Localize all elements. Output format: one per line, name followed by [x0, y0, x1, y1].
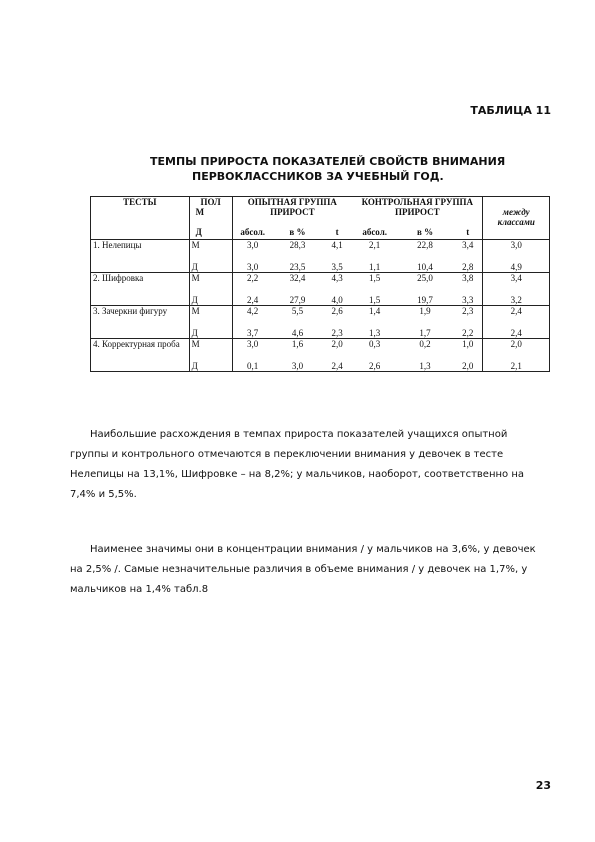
value-cell: 3,0 — [247, 240, 259, 250]
sex-cell: М — [189, 306, 232, 323]
sex-cell: М — [189, 240, 232, 257]
value-cell: 2,2 — [453, 322, 483, 339]
value-cell: 1,0 — [453, 339, 483, 356]
table-row — [91, 339, 550, 356]
header-experimental-group: ОПЫТНАЯ ГРУППА — [232, 197, 352, 208]
header-m: М — [189, 207, 232, 227]
sex-cell: М — [189, 273, 232, 290]
test-name-cell: 1. Нелепицы — [91, 240, 190, 273]
value-cell: 1,1 — [352, 256, 397, 273]
table-title — [150, 154, 530, 184]
value-cell: 2,1 — [483, 355, 550, 372]
value-cell: 28,3 — [289, 240, 306, 250]
header-control-group: КОНТРОЛЬНАЯ ГРУППА — [352, 197, 483, 208]
value-cell: 3,3 — [453, 289, 483, 306]
value-cell: 4,6 — [273, 322, 322, 339]
sex-cell: Д — [189, 322, 232, 339]
header-d: Д — [189, 227, 232, 240]
value-cell: 2,8 — [453, 256, 483, 273]
value-cell: 0,3 — [369, 339, 381, 349]
sex-cell: Д — [189, 289, 232, 306]
value-cell: 1,3 — [352, 322, 397, 339]
value-cell: 1,7 — [397, 322, 453, 339]
value-cell: 2,4 — [483, 306, 550, 323]
value-cell: 1,6 — [291, 339, 304, 349]
page-number: 23 — [535, 779, 551, 792]
value-cell: 2,2 — [247, 273, 259, 283]
value-cell: 5,5 — [291, 306, 304, 316]
value-cell: 3,0 — [247, 339, 259, 349]
value-cell: 23,5 — [273, 256, 322, 273]
value-cell: 2,4 — [483, 322, 550, 339]
value-cell: 4,9 — [483, 256, 550, 273]
header-growth-experimental: ПРИРОСТ — [270, 207, 315, 217]
paragraph-2 — [70, 540, 540, 600]
value-cell: 4,3 — [331, 273, 343, 283]
value-cell: 2,6 — [352, 355, 397, 372]
header-absol-exp: абсол. — [232, 227, 273, 240]
value-cell: 2,4 — [232, 289, 273, 306]
title-line-2: ПЕРВОКЛАССНИКОВ ЗА УЧЕБНЫЙ ГОД. — [192, 170, 444, 183]
value-cell: 1,9 — [419, 306, 431, 316]
title-line-1: ТЕМПЫ ПРИРОСТА ПОКАЗАТЕЛЕЙ СВОЙСТВ ВНИМАНИЯ — [150, 155, 506, 168]
header-percent-ctrl: в % — [397, 227, 453, 240]
value-cell: 2,6 — [331, 306, 343, 316]
value-cell: 3,7 — [232, 322, 273, 339]
value-cell: 25,0 — [417, 273, 433, 283]
value-cell: 2,4 — [322, 355, 352, 372]
header-t-exp: t — [322, 227, 352, 240]
value-cell: 3,0 — [273, 355, 322, 372]
table-label: ТАБЛИЦА 11 — [470, 104, 551, 117]
attention-growth-table — [90, 196, 550, 372]
value-cell: 3,4 — [453, 240, 483, 257]
value-cell: 1,4 — [369, 306, 381, 316]
value-cell: 4,0 — [322, 289, 352, 306]
value-cell: 22,8 — [417, 240, 433, 250]
value-cell: 2,0 — [331, 339, 343, 349]
value-cell: 32,4 — [289, 273, 306, 283]
header-growth-control: ПРИРОСТ — [352, 207, 483, 227]
test-name-cell: 3. Зачеркни фигуру — [91, 306, 190, 339]
table-row — [91, 273, 550, 290]
value-cell: 3,2 — [483, 289, 550, 306]
value-cell: 3,4 — [483, 273, 550, 290]
value-cell: 4,2 — [247, 306, 259, 316]
sex-cell: Д — [189, 256, 232, 273]
value-cell: 4,1 — [331, 240, 343, 250]
table-row — [91, 240, 550, 257]
value-cell: 1,5 — [352, 289, 397, 306]
sex-cell: М — [189, 339, 232, 356]
value-cell: 27,9 — [273, 289, 322, 306]
header-absol-ctrl: абсол. — [352, 227, 397, 240]
value-cell: 10,4 — [397, 256, 453, 273]
header-between-classes: между классами — [483, 207, 550, 227]
value-cell: 2,3 — [453, 306, 483, 323]
table-row — [91, 306, 550, 323]
test-name-cell: 2. Шифровка — [91, 273, 190, 306]
value-cell: 1,5 — [369, 273, 381, 283]
paragraph-1 — [70, 425, 540, 505]
header-t-ctrl: t — [453, 227, 483, 240]
paragraph-2-text: Наименее значимы они в концентрации внимания / у мальчиков на 3,6%, у девочек на 2,5% /. Самые незначительные различия в объеме внимания / у девочек на 1,7%, у мальчиков на 1,4% табл.8 — [70, 544, 536, 595]
table-body — [91, 240, 550, 372]
value-cell: 0,1 — [232, 355, 273, 372]
value-cell: 3,8 — [453, 273, 483, 290]
header-percent-exp: в % — [273, 227, 322, 240]
header-tests: ТЕСТЫ — [91, 197, 190, 208]
paragraph-1-text: Наибольшие расхождения в темпах прироста показателей учащихся опытной группы и контрольного отмечаются в переключении внимания у девочек в тесте Нелепицы на 13,1%, Шифровке – на 8,2%; у мальчиков, наоборот, соответственно на 7,4% и 5,5%. — [70, 429, 524, 500]
test-name-cell: 4. Корректурная проба — [91, 339, 190, 372]
value-cell: 3,0 — [483, 240, 550, 257]
value-cell: 3,0 — [232, 256, 273, 273]
header-sex: ПОЛ — [189, 197, 232, 208]
value-cell: 2,1 — [369, 240, 381, 250]
value-cell: 2,3 — [322, 322, 352, 339]
value-cell: 0,2 — [419, 339, 431, 349]
value-cell: 2,0 — [453, 355, 483, 372]
value-cell: 2,0 — [483, 339, 550, 356]
value-cell: 1,3 — [397, 355, 453, 372]
value-cell: 3,5 — [322, 256, 352, 273]
value-cell: 19,7 — [397, 289, 453, 306]
sex-cell: Д — [189, 355, 232, 372]
